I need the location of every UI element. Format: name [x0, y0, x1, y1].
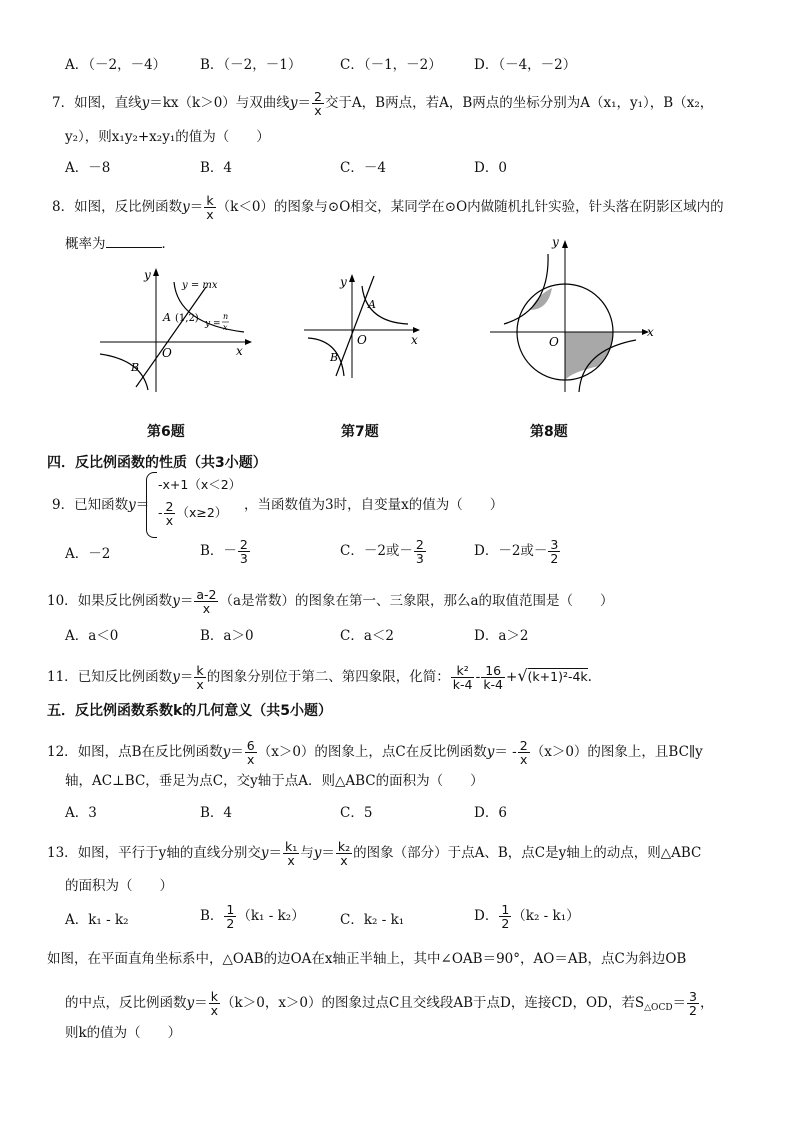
q10-fraction: $\frac{a-2}{x}$	[196, 587, 217, 616]
fig7-y-label: y	[340, 275, 347, 289]
q5-option-c: C．（－1，－2）	[340, 57, 442, 73]
fig6-point-b: B	[131, 361, 140, 374]
q9-line1: 9．已知函数y＝	[52, 497, 150, 513]
q10-option-c: C．a＜2	[340, 628, 394, 644]
fig6-origin-label: O	[162, 346, 172, 360]
q13-line1: 13．如图，平行于y轴的直线分别交y＝ $\frac{\text{k₁}}{x}$ 与y＝ $\frac{\text{k₂}}{x}$ 的图象（部分）于点A、B，点C是y轴上的动点，则△ABC	[47, 839, 702, 868]
q13-line2: 的面积为（ ）	[65, 878, 173, 894]
figure-7	[300, 268, 425, 383]
fig7-point-a: A	[368, 298, 376, 311]
q8-fraction: $\frac{k}{x}$	[206, 193, 214, 222]
q10-line1: 10．如果反比例函数y＝ $\frac{a-2}{x}$ （a是常数）的图象在第一、三象限，那么a的取值范围是（ ）	[47, 587, 614, 616]
answer-blank	[106, 235, 162, 248]
fig6-line-label: y = mx	[182, 280, 218, 291]
fig6-y-label: y	[144, 268, 151, 282]
fig8-x-label: x	[647, 325, 654, 339]
section-5-heading: 五．反比例函数系数k的几何意义（共5小题）	[47, 703, 333, 719]
q14-line2: 的中点，反比例函数y＝ $\frac{k}{x}$ （k＞0，x＞0）的图象过点C且交线段AB于点D，连接CD，OD，若$S_{\triangle OCD}=$ $\frac{3}{2}$ ，	[65, 989, 714, 1018]
section-4-heading: 四．反比例函数的性质（共3小题）	[47, 455, 267, 471]
q9-case1: -x+1（x＜2）	[158, 477, 242, 492]
fig6-point-coord: (1,2)	[175, 313, 199, 324]
q11-fraction: $\frac{k}{x}$	[196, 663, 204, 692]
q9-line1-tail: ，当函数值为3时，自变量x的值为（ ）	[244, 497, 504, 513]
q12-line1: 12．如图，点B在反比例函数y＝ $\frac{6}{x}$ （x＞0）的图象上，点C在反比例函数y＝ - $\frac{2}{x}$ （x＞0）的图象上，且BC∥y	[47, 738, 703, 767]
q8-line1: 8．如图，反比例函数y＝ $\frac{k}{x}$ （k＜0）的图象与⊙O相交，某同学在⊙O内做随机扎针实验，针头落在阴影区域内的	[52, 193, 724, 222]
q7-fraction: $\frac{2}{x}$	[313, 89, 322, 118]
q5-option-d: D．（－4，－2）	[474, 57, 577, 73]
q7-option-b: B．4	[200, 160, 233, 176]
q12-option-b: B．4	[200, 805, 233, 821]
q14-line3: 则k的值为（ ）	[65, 1025, 182, 1041]
fig7-x-label: x	[411, 333, 418, 347]
q13-option-a: A．k₁ - k₂	[65, 912, 129, 928]
q9-brace	[146, 472, 157, 538]
q9-option-c: C．－2或－ $\frac{2}{3}$	[340, 537, 424, 566]
q12-line2: 轴，AC⊥BC，垂足为点C，交y轴于点A．则△ABC的面积为（ ）	[65, 773, 484, 789]
q9-case2: - $\frac{2}{x}$ （x≥2）	[158, 499, 228, 528]
q11-line1: 11．已知反比例函数y＝ $\frac{k}{x}$ 的图象分别位于第二、第四象限，化简： $\frac{\text{k²}}{k-4}$ - $\frac{16}{k-4}$ +√(k+1)²-4k.	[47, 663, 592, 692]
fig7-point-b: B	[330, 351, 339, 364]
q10-option-b: B．a＞0	[200, 628, 254, 644]
q12-option-c: C．5	[340, 805, 373, 821]
caption-fig6: 第6题	[147, 424, 185, 440]
figure-8	[486, 232, 661, 397]
fig6-x-label: x	[236, 344, 243, 358]
caption-fig7: 第7题	[341, 424, 379, 440]
q14-line1: 如图，在平面直角坐标系中，△OAB的边OA在x轴正半轴上，其中∠OAB＝90°，AO＝AB，点C为斜边OB	[47, 951, 687, 967]
q10-option-d: D．a＞2	[474, 628, 529, 644]
q13-option-c: C．k₂ - k₁	[340, 912, 405, 928]
q9-option-d: D．－2或－ $\frac{3}{2}$	[474, 537, 559, 566]
fig6-point-a: A	[163, 311, 171, 324]
q7-option-a: A．－8	[65, 160, 111, 176]
q12-option-d: D．6	[474, 805, 507, 821]
fig6-curve-n: n	[223, 312, 229, 321]
q11-radicand: (k+1)²-4k	[527, 669, 588, 684]
fig6-curve-x: x	[223, 323, 228, 332]
q5-option-b: B．（－2，－1）	[200, 57, 302, 73]
q13-option-d: D． $\frac{1}{2}$ （k₂ - k₁）	[474, 902, 580, 931]
q5-option-a: A．（－2，－4）	[65, 57, 167, 73]
fig7-origin-label: O	[357, 333, 367, 347]
q7-line2: y₂），则x₁y₂+x₂y₁的值为（ ）	[65, 129, 270, 145]
figure-6	[96, 262, 256, 397]
caption-fig8: 第8题	[530, 424, 568, 440]
q8-line2: 概率为 ．	[65, 236, 175, 252]
q13-option-b: B． $\frac{1}{2}$ （k₁ - k₂）	[200, 902, 305, 931]
q9-option-b: B．－ $\frac{2}{3}$	[200, 537, 248, 566]
q7-option-d: D．0	[474, 160, 507, 176]
q7-line1: 7．如图，直线y＝kx（k＞0）与双曲线y＝ $\frac{2}{x}$ 交于A，B两点，若A，B两点的坐标分别为A（x₁，y₁），B（x₂，	[52, 89, 714, 118]
fig6-curve-label: y =	[205, 319, 221, 329]
q9-option-a: A．－2	[65, 546, 111, 562]
fig8-origin-label: O	[549, 335, 559, 349]
q10-option-a: A．a＜0	[65, 628, 119, 644]
fig8-y-label: y	[552, 235, 559, 249]
q12-option-a: A．3	[65, 805, 97, 821]
q7-option-c: C．－4	[340, 160, 386, 176]
